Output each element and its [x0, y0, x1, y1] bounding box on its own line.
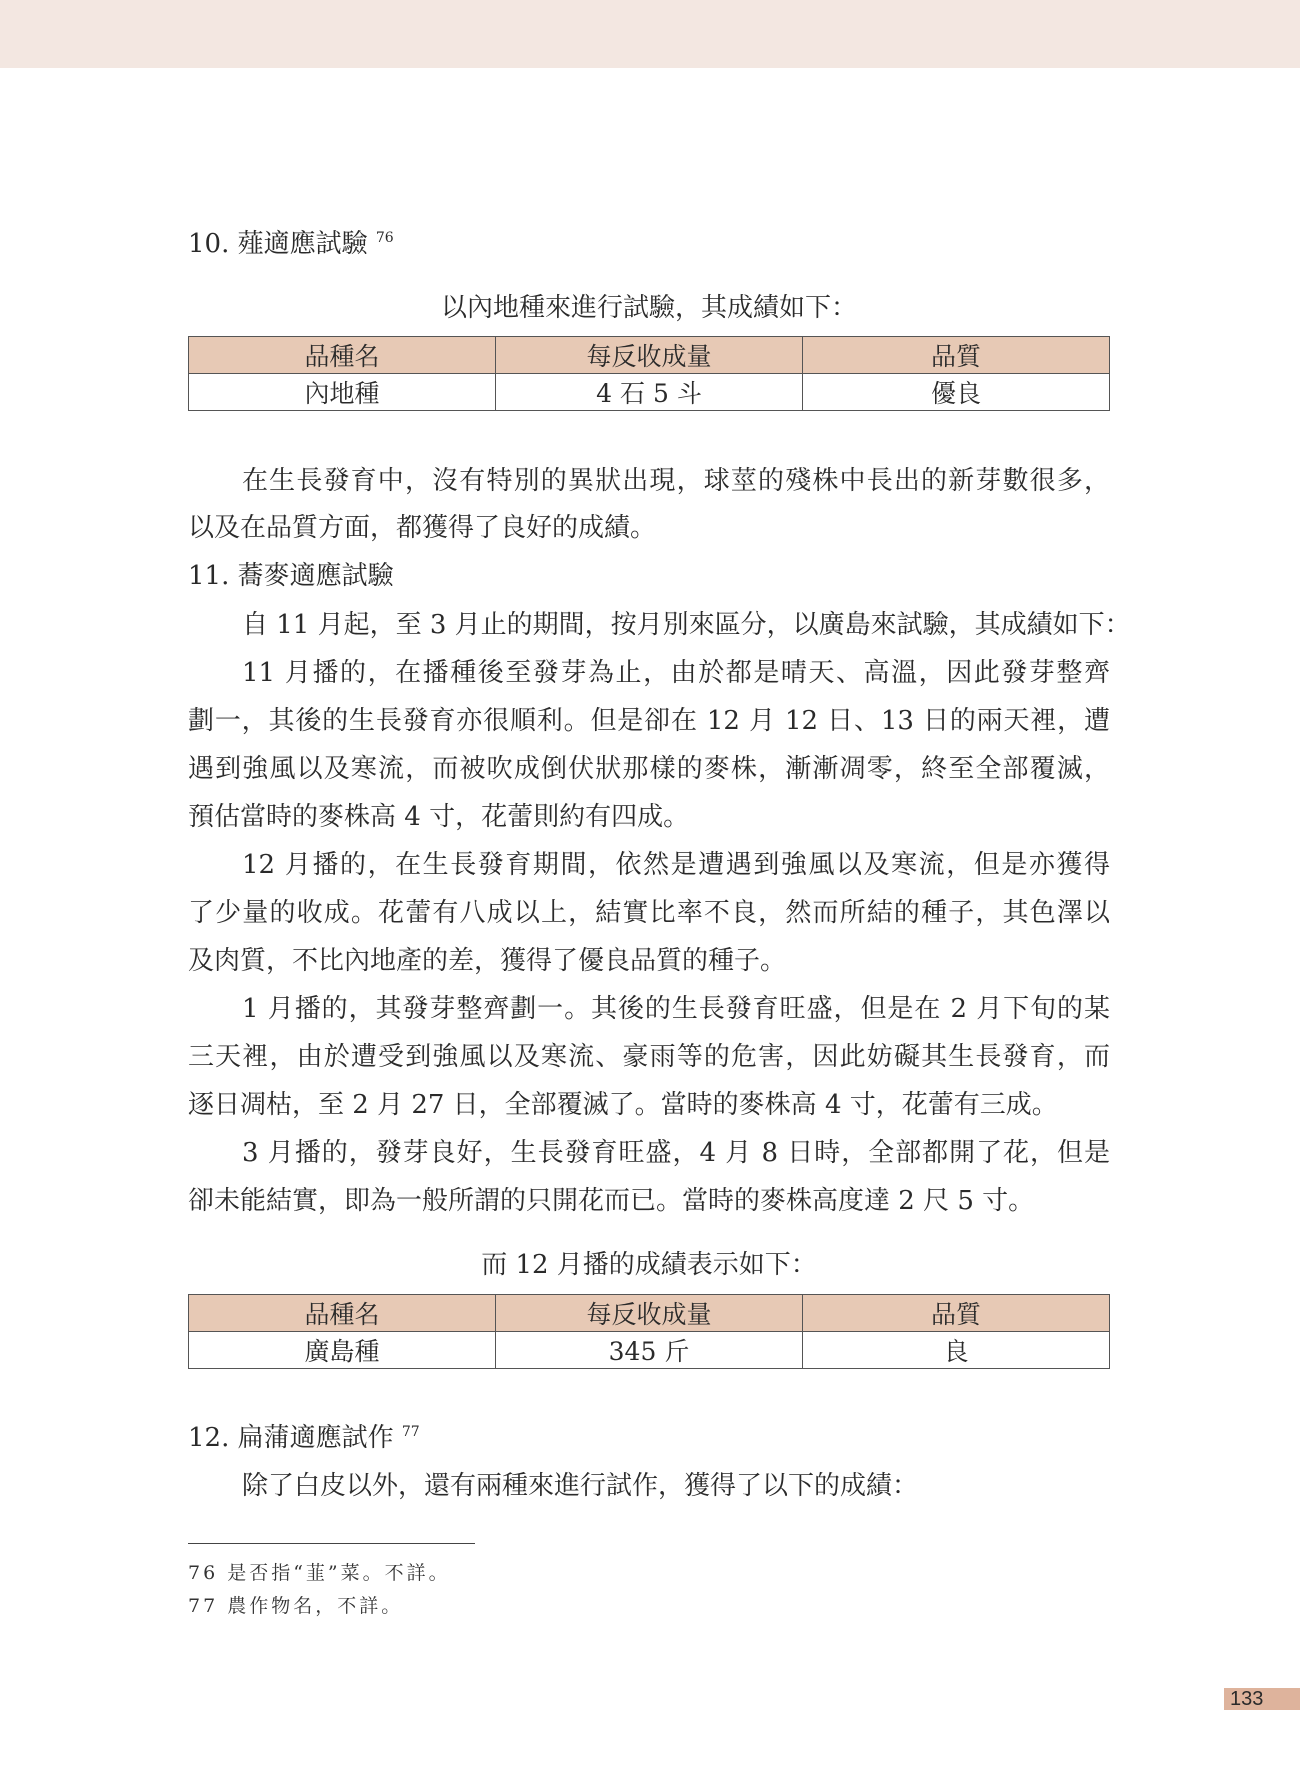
paragraph-line: 遇到強風以及寒流，而被吹成倒伏狀那樣的麥株，漸漸凋零，終至全部覆滅，	[188, 754, 1110, 784]
footnote-76: 76 是否指“韮”菜。不詳。	[188, 1562, 451, 1584]
table-cell: 345 斤	[496, 1332, 803, 1369]
table-1-caption: 以內地種來進行試驗，其成績如下：	[440, 293, 857, 323]
header-cell: 每反收成量	[496, 1295, 803, 1332]
paragraph-line: 12 月播的，在生長發育期間，依然是遭遇到強風以及寒流，但是亦獲得	[242, 850, 1110, 880]
paragraph-line: 預估當時的麥株高 4 寸，花蕾則約有四成。	[188, 802, 690, 832]
header-cell: 品種名	[189, 1295, 496, 1332]
table-cell: 良	[803, 1332, 1110, 1369]
header-cell: 每反收成量	[496, 337, 803, 374]
table-2-caption: 而 12 月播的成績表示如下：	[481, 1250, 817, 1280]
footnote-ref[interactable]: 76	[375, 230, 394, 246]
table-1	[188, 336, 1110, 411]
paragraph-line: 以及在品質方面，都獲得了良好的成績。	[188, 513, 657, 543]
header-cell: 品質	[803, 1295, 1110, 1332]
section-11-title: 11. 蕎麥適應試驗	[188, 561, 394, 591]
section-12-title: 12. 扁蒲適應試作 $^{77}$	[188, 1423, 420, 1453]
table-2	[188, 1294, 1110, 1369]
paragraph-line: 3 月播的，發芽良好，生長發育旺盛，4 月 8 日時，全部都開了花，但是	[242, 1138, 1110, 1168]
paragraph-line: 逐日凋枯，至 2 月 27 日，全部覆滅了。當時的麥株高 4 寸，花蕾有三成。	[188, 1090, 1058, 1120]
table-row	[189, 1332, 1110, 1369]
paragraph-line: 1 月播的，其發芽整齊劃一。其後的生長發育旺盛，但是在 2 月下旬的某	[242, 994, 1110, 1024]
footnote-77: 77 農作物名，不詳。	[188, 1595, 404, 1617]
paragraph-line: 自 11 月起，至 3 月止的期間，按月別來區分，以廣島來試驗，其成績如下：	[242, 610, 1131, 640]
table-header-row	[189, 337, 1110, 374]
header-cell: 品種名	[189, 337, 496, 374]
header-band	[0, 0, 1300, 68]
table-cell: 4 石 5 斗	[496, 374, 803, 411]
paragraph-line: 了少量的收成。花蕾有八成以上，結實比率不良，然而所結的種子，其色澤以	[188, 898, 1110, 928]
paragraph-line: 劃一，其後的生長發育亦很順利。但是卻在 12 月 12 日、13 日的兩天裡，遭	[188, 706, 1110, 736]
table-cell: 優良	[803, 374, 1110, 411]
section-10-title: 10. 薤適應試驗 $^{76}$	[188, 229, 394, 259]
paragraph-line: 及肉質，不比內地產的差，獲得了優良品質的種子。	[188, 946, 787, 976]
table-header-row	[189, 1295, 1110, 1332]
footnote-divider	[188, 1543, 475, 1544]
paragraph-line: 除了白皮以外，還有兩種來進行試作，獲得了以下的成績：	[242, 1471, 919, 1501]
table-cell: 廣島種	[189, 1332, 496, 1369]
page-number: 133	[1224, 1688, 1300, 1710]
paragraph-line: 在生長發育中，沒有特別的異狀出現，球莖的殘株中長出的新芽數很多，	[242, 466, 1110, 496]
table-cell: 內地種	[189, 374, 496, 411]
footnote-ref[interactable]: 77	[401, 1424, 420, 1440]
header-cell: 品質	[803, 337, 1110, 374]
paragraph-line: 三天裡，由於遭受到強風以及寒流、豪雨等的危害，因此妨礙其生長發育，而	[188, 1042, 1110, 1072]
paragraph-line: 卻未能結實，即為一般所謂的只開花而已。當時的麥株高度達 2 尺 5 寸。	[188, 1186, 1035, 1216]
paragraph-line: 11 月播的，在播種後至發芽為止，由於都是晴天、高溫，因此發芽整齊	[242, 658, 1110, 688]
table-row	[189, 374, 1110, 411]
